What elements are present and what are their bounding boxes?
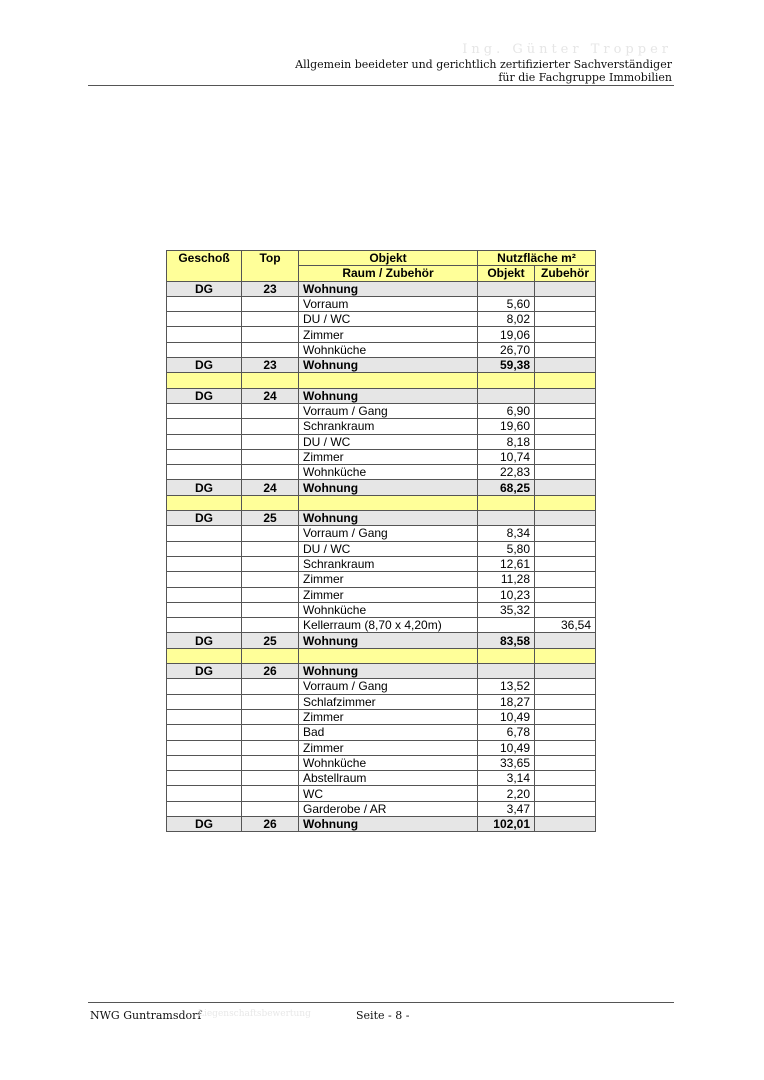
unit-header-row: [167, 388, 596, 403]
cell-zubehoer-area: [535, 587, 596, 602]
cell-geschoss: [167, 342, 242, 357]
cell-top: [242, 694, 299, 709]
cell-top: 23: [242, 358, 299, 373]
cell-zubehoer-area: [535, 449, 596, 464]
col-header-zubehoer: Zubehör: [535, 266, 596, 281]
cell-top: [242, 342, 299, 357]
cell-top: 24: [242, 388, 299, 403]
table-row: [167, 786, 596, 801]
cell-geschoss: DG: [167, 816, 242, 831]
cell-zubehoer-area: [535, 786, 596, 801]
col-header-nutzflaeche: Nutzfläche m²: [478, 251, 596, 266]
cell-objekt-area: [478, 648, 535, 663]
cell-objekt-area: 26,70: [478, 342, 535, 357]
cell-raum: Vorraum / Gang: [299, 526, 478, 541]
cell-raum: Wohnung: [299, 480, 478, 495]
cell-top: 25: [242, 633, 299, 648]
cell-geschoss: [167, 786, 242, 801]
cell-raum: Schlafzimmer: [299, 694, 478, 709]
cell-objekt-area: 8,18: [478, 434, 535, 449]
cell-geschoss: [167, 755, 242, 770]
cell-raum: Wohnung: [299, 281, 478, 296]
cell-geschoss: DG: [167, 358, 242, 373]
cell-objekt-area: [478, 495, 535, 510]
cell-raum: DU / WC: [299, 312, 478, 327]
cell-geschoss: [167, 419, 242, 434]
cell-zubehoer-area: [535, 388, 596, 403]
table-row: [167, 771, 596, 786]
cell-geschoss: [167, 434, 242, 449]
col-header-objekt: Objekt: [299, 251, 478, 266]
table-body: [167, 281, 596, 832]
table-row: [167, 694, 596, 709]
cell-zubehoer-area: [535, 572, 596, 587]
cell-objekt-area: 35,32: [478, 602, 535, 617]
cell-top: [242, 449, 299, 464]
cell-zubehoer-area: [535, 602, 596, 617]
cell-top: [242, 755, 299, 770]
table-row: [167, 740, 596, 755]
cell-geschoss: [167, 709, 242, 724]
cell-geschoss: [167, 771, 242, 786]
table-row: [167, 541, 596, 556]
cell-objekt-area: [478, 511, 535, 526]
cell-raum: Zimmer: [299, 740, 478, 755]
cell-top: [242, 373, 299, 388]
cell-top: [242, 709, 299, 724]
cell-top: [242, 419, 299, 434]
cell-raum: Wohnung: [299, 511, 478, 526]
cell-zubehoer-area: [535, 511, 596, 526]
cell-raum: Wohnküche: [299, 755, 478, 770]
cell-objekt-area: 10,49: [478, 740, 535, 755]
spacer-row: [167, 648, 596, 663]
cell-objekt-area: 11,28: [478, 572, 535, 587]
cell-zubehoer-area: [535, 633, 596, 648]
page-header: [88, 38, 674, 86]
header-watermark: Ing. Günter Tropper: [462, 42, 672, 57]
table-row: [167, 419, 596, 434]
cell-zubehoer-area: [535, 541, 596, 556]
header-line-2: für die Fachgruppe Immobilien: [498, 71, 672, 84]
cell-geschoss: [167, 296, 242, 311]
cell-top: 26: [242, 816, 299, 831]
cell-zubehoer-area: [535, 480, 596, 495]
cell-top: [242, 648, 299, 663]
table-row: [167, 587, 596, 602]
col-header-raum: Raum / Zubehör: [299, 266, 478, 281]
cell-objekt-area: 3,14: [478, 771, 535, 786]
cell-geschoss: [167, 495, 242, 510]
cell-raum: Wohnküche: [299, 465, 478, 480]
cell-top: [242, 740, 299, 755]
cell-raum: Schrankraum: [299, 419, 478, 434]
cell-raum: [299, 373, 478, 388]
cell-geschoss: [167, 327, 242, 342]
cell-geschoss: [167, 541, 242, 556]
cell-raum: [299, 495, 478, 510]
cell-objekt-area: 10,74: [478, 449, 535, 464]
cell-top: [242, 679, 299, 694]
cell-geschoss: [167, 465, 242, 480]
table-row: [167, 434, 596, 449]
cell-objekt-area: 18,27: [478, 694, 535, 709]
table-row: [167, 342, 596, 357]
cell-objekt-area: 5,60: [478, 296, 535, 311]
cell-zubehoer-area: [535, 816, 596, 831]
table-row: [167, 327, 596, 342]
cell-top: 24: [242, 480, 299, 495]
table-row: [167, 312, 596, 327]
cell-zubehoer-area: [535, 679, 596, 694]
unit-header-row: [167, 281, 596, 296]
table-row: [167, 801, 596, 816]
cell-raum: Zimmer: [299, 587, 478, 602]
cell-top: [242, 312, 299, 327]
cell-top: [242, 602, 299, 617]
cell-objekt-area: 6,90: [478, 403, 535, 418]
header-line-1: Allgemein beeideter und gerichtlich zertifizierter Sachverständiger: [295, 58, 672, 71]
cell-raum: Bad: [299, 725, 478, 740]
unit-header-row: [167, 664, 596, 679]
cell-top: [242, 587, 299, 602]
table-row: [167, 755, 596, 770]
cell-zubehoer-area: [535, 434, 596, 449]
cell-geschoss: DG: [167, 480, 242, 495]
cell-geschoss: [167, 587, 242, 602]
spacer-row: [167, 373, 596, 388]
cell-top: [242, 403, 299, 418]
cell-objekt-area: 13,52: [478, 679, 535, 694]
total-row: [167, 480, 596, 495]
cell-top: [242, 434, 299, 449]
cell-top: [242, 556, 299, 571]
total-row: [167, 633, 596, 648]
col-header-objekt-area: Objekt: [478, 266, 535, 281]
table-row: [167, 465, 596, 480]
cell-geschoss: [167, 403, 242, 418]
cell-geschoss: [167, 373, 242, 388]
cell-raum: Wohnküche: [299, 342, 478, 357]
cell-zubehoer-area: [535, 801, 596, 816]
cell-zubehoer-area: [535, 312, 596, 327]
cell-top: 23: [242, 281, 299, 296]
footer-page-number: Seite - 8 -: [356, 1009, 410, 1022]
cell-zubehoer-area: [535, 403, 596, 418]
cell-zubehoer-area: [535, 419, 596, 434]
total-row: [167, 358, 596, 373]
footer-project: NWG Guntramsdorf: [90, 1009, 202, 1022]
cell-raum: Wohnküche: [299, 602, 478, 617]
cell-geschoss: [167, 618, 242, 633]
cell-top: [242, 465, 299, 480]
cell-zubehoer-area: [535, 296, 596, 311]
cell-geschoss: DG: [167, 664, 242, 679]
cell-zubehoer-area: 36,54: [535, 618, 596, 633]
cell-top: [242, 786, 299, 801]
table-row: [167, 556, 596, 571]
cell-raum: Wohnung: [299, 633, 478, 648]
cell-top: [242, 327, 299, 342]
cell-objekt-area: [478, 388, 535, 403]
cell-objekt-area: 19,06: [478, 327, 535, 342]
cell-zubehoer-area: [535, 664, 596, 679]
cell-objekt-area: 6,78: [478, 725, 535, 740]
cell-zubehoer-area: [535, 709, 596, 724]
table-row: [167, 403, 596, 418]
cell-zubehoer-area: [535, 556, 596, 571]
cell-zubehoer-area: [535, 740, 596, 755]
cell-raum: Zimmer: [299, 709, 478, 724]
table-row: [167, 296, 596, 311]
cell-objekt-area: 8,34: [478, 526, 535, 541]
cell-top: [242, 495, 299, 510]
cell-objekt-area: 19,60: [478, 419, 535, 434]
cell-zubehoer-area: [535, 495, 596, 510]
cell-top: [242, 725, 299, 740]
cell-objekt-area: 33,65: [478, 755, 535, 770]
unit-header-row: [167, 511, 596, 526]
cell-zubehoer-area: [535, 755, 596, 770]
spacer-row: [167, 495, 596, 510]
cell-top: [242, 771, 299, 786]
table-row: [167, 526, 596, 541]
cell-raum: Abstellraum: [299, 771, 478, 786]
cell-zubehoer-area: [535, 648, 596, 663]
cell-objekt-area: 8,02: [478, 312, 535, 327]
cell-raum: DU / WC: [299, 541, 478, 556]
cell-geschoss: [167, 449, 242, 464]
total-row: [167, 816, 596, 831]
cell-geschoss: [167, 725, 242, 740]
cell-objekt-area: 10,23: [478, 587, 535, 602]
table-row: [167, 679, 596, 694]
cell-raum: Zimmer: [299, 327, 478, 342]
table-row: [167, 449, 596, 464]
table-row: [167, 709, 596, 724]
cell-geschoss: DG: [167, 633, 242, 648]
cell-geschoss: [167, 556, 242, 571]
cell-zubehoer-area: [535, 358, 596, 373]
cell-geschoss: [167, 648, 242, 663]
cell-zubehoer-area: [535, 771, 596, 786]
cell-objekt-area: [478, 281, 535, 296]
page-footer: [88, 1002, 674, 1022]
cell-top: 26: [242, 664, 299, 679]
cell-objekt-area: 12,61: [478, 556, 535, 571]
col-header-top: Top: [242, 251, 299, 282]
cell-objekt-area: 68,25: [478, 480, 535, 495]
cell-raum: Kellerraum (8,70 x 4,20m): [299, 618, 478, 633]
cell-raum: Vorraum / Gang: [299, 403, 478, 418]
cell-zubehoer-area: [535, 694, 596, 709]
cell-zubehoer-area: [535, 465, 596, 480]
cell-geschoss: DG: [167, 511, 242, 526]
cell-raum: [299, 648, 478, 663]
cell-raum: Wohnung: [299, 816, 478, 831]
col-header-geschoss: Geschoß: [167, 251, 242, 282]
cell-raum: Zimmer: [299, 572, 478, 587]
footer-faint-text: Liegenschaftsbewertung: [198, 1009, 311, 1019]
cell-geschoss: [167, 679, 242, 694]
cell-objekt-area: 5,80: [478, 541, 535, 556]
cell-top: [242, 572, 299, 587]
cell-raum: Wohnung: [299, 664, 478, 679]
cell-zubehoer-area: [535, 373, 596, 388]
cell-geschoss: [167, 602, 242, 617]
table-row: [167, 602, 596, 617]
table-row: [167, 725, 596, 740]
cell-top: [242, 296, 299, 311]
cell-objekt-area: 22,83: [478, 465, 535, 480]
cell-raum: Vorraum / Gang: [299, 679, 478, 694]
cell-geschoss: [167, 694, 242, 709]
cell-objekt-area: 83,58: [478, 633, 535, 648]
table-row: [167, 618, 596, 633]
cell-geschoss: [167, 801, 242, 816]
cell-top: [242, 541, 299, 556]
cell-zubehoer-area: [535, 327, 596, 342]
area-table: [166, 250, 596, 832]
cell-zubehoer-area: [535, 342, 596, 357]
cell-raum: DU / WC: [299, 434, 478, 449]
cell-geschoss: [167, 740, 242, 755]
cell-raum: Vorraum: [299, 296, 478, 311]
cell-objekt-area: [478, 618, 535, 633]
cell-top: [242, 526, 299, 541]
cell-raum: Wohnung: [299, 358, 478, 373]
cell-raum: Wohnung: [299, 388, 478, 403]
cell-objekt-area: 2,20: [478, 786, 535, 801]
cell-objekt-area: 10,49: [478, 709, 535, 724]
cell-raum: Garderobe / AR: [299, 801, 478, 816]
cell-geschoss: [167, 312, 242, 327]
cell-zubehoer-area: [535, 725, 596, 740]
cell-geschoss: [167, 572, 242, 587]
table-row: [167, 572, 596, 587]
cell-raum: WC: [299, 786, 478, 801]
cell-raum: Schrankraum: [299, 556, 478, 571]
cell-raum: Zimmer: [299, 449, 478, 464]
cell-geschoss: DG: [167, 388, 242, 403]
cell-top: [242, 618, 299, 633]
cell-objekt-area: 102,01: [478, 816, 535, 831]
cell-zubehoer-area: [535, 281, 596, 296]
cell-top: [242, 801, 299, 816]
cell-geschoss: [167, 526, 242, 541]
cell-geschoss: DG: [167, 281, 242, 296]
cell-top: 25: [242, 511, 299, 526]
cell-objekt-area: [478, 373, 535, 388]
cell-objekt-area: 3,47: [478, 801, 535, 816]
cell-zubehoer-area: [535, 526, 596, 541]
cell-objekt-area: 59,38: [478, 358, 535, 373]
cell-objekt-area: [478, 664, 535, 679]
